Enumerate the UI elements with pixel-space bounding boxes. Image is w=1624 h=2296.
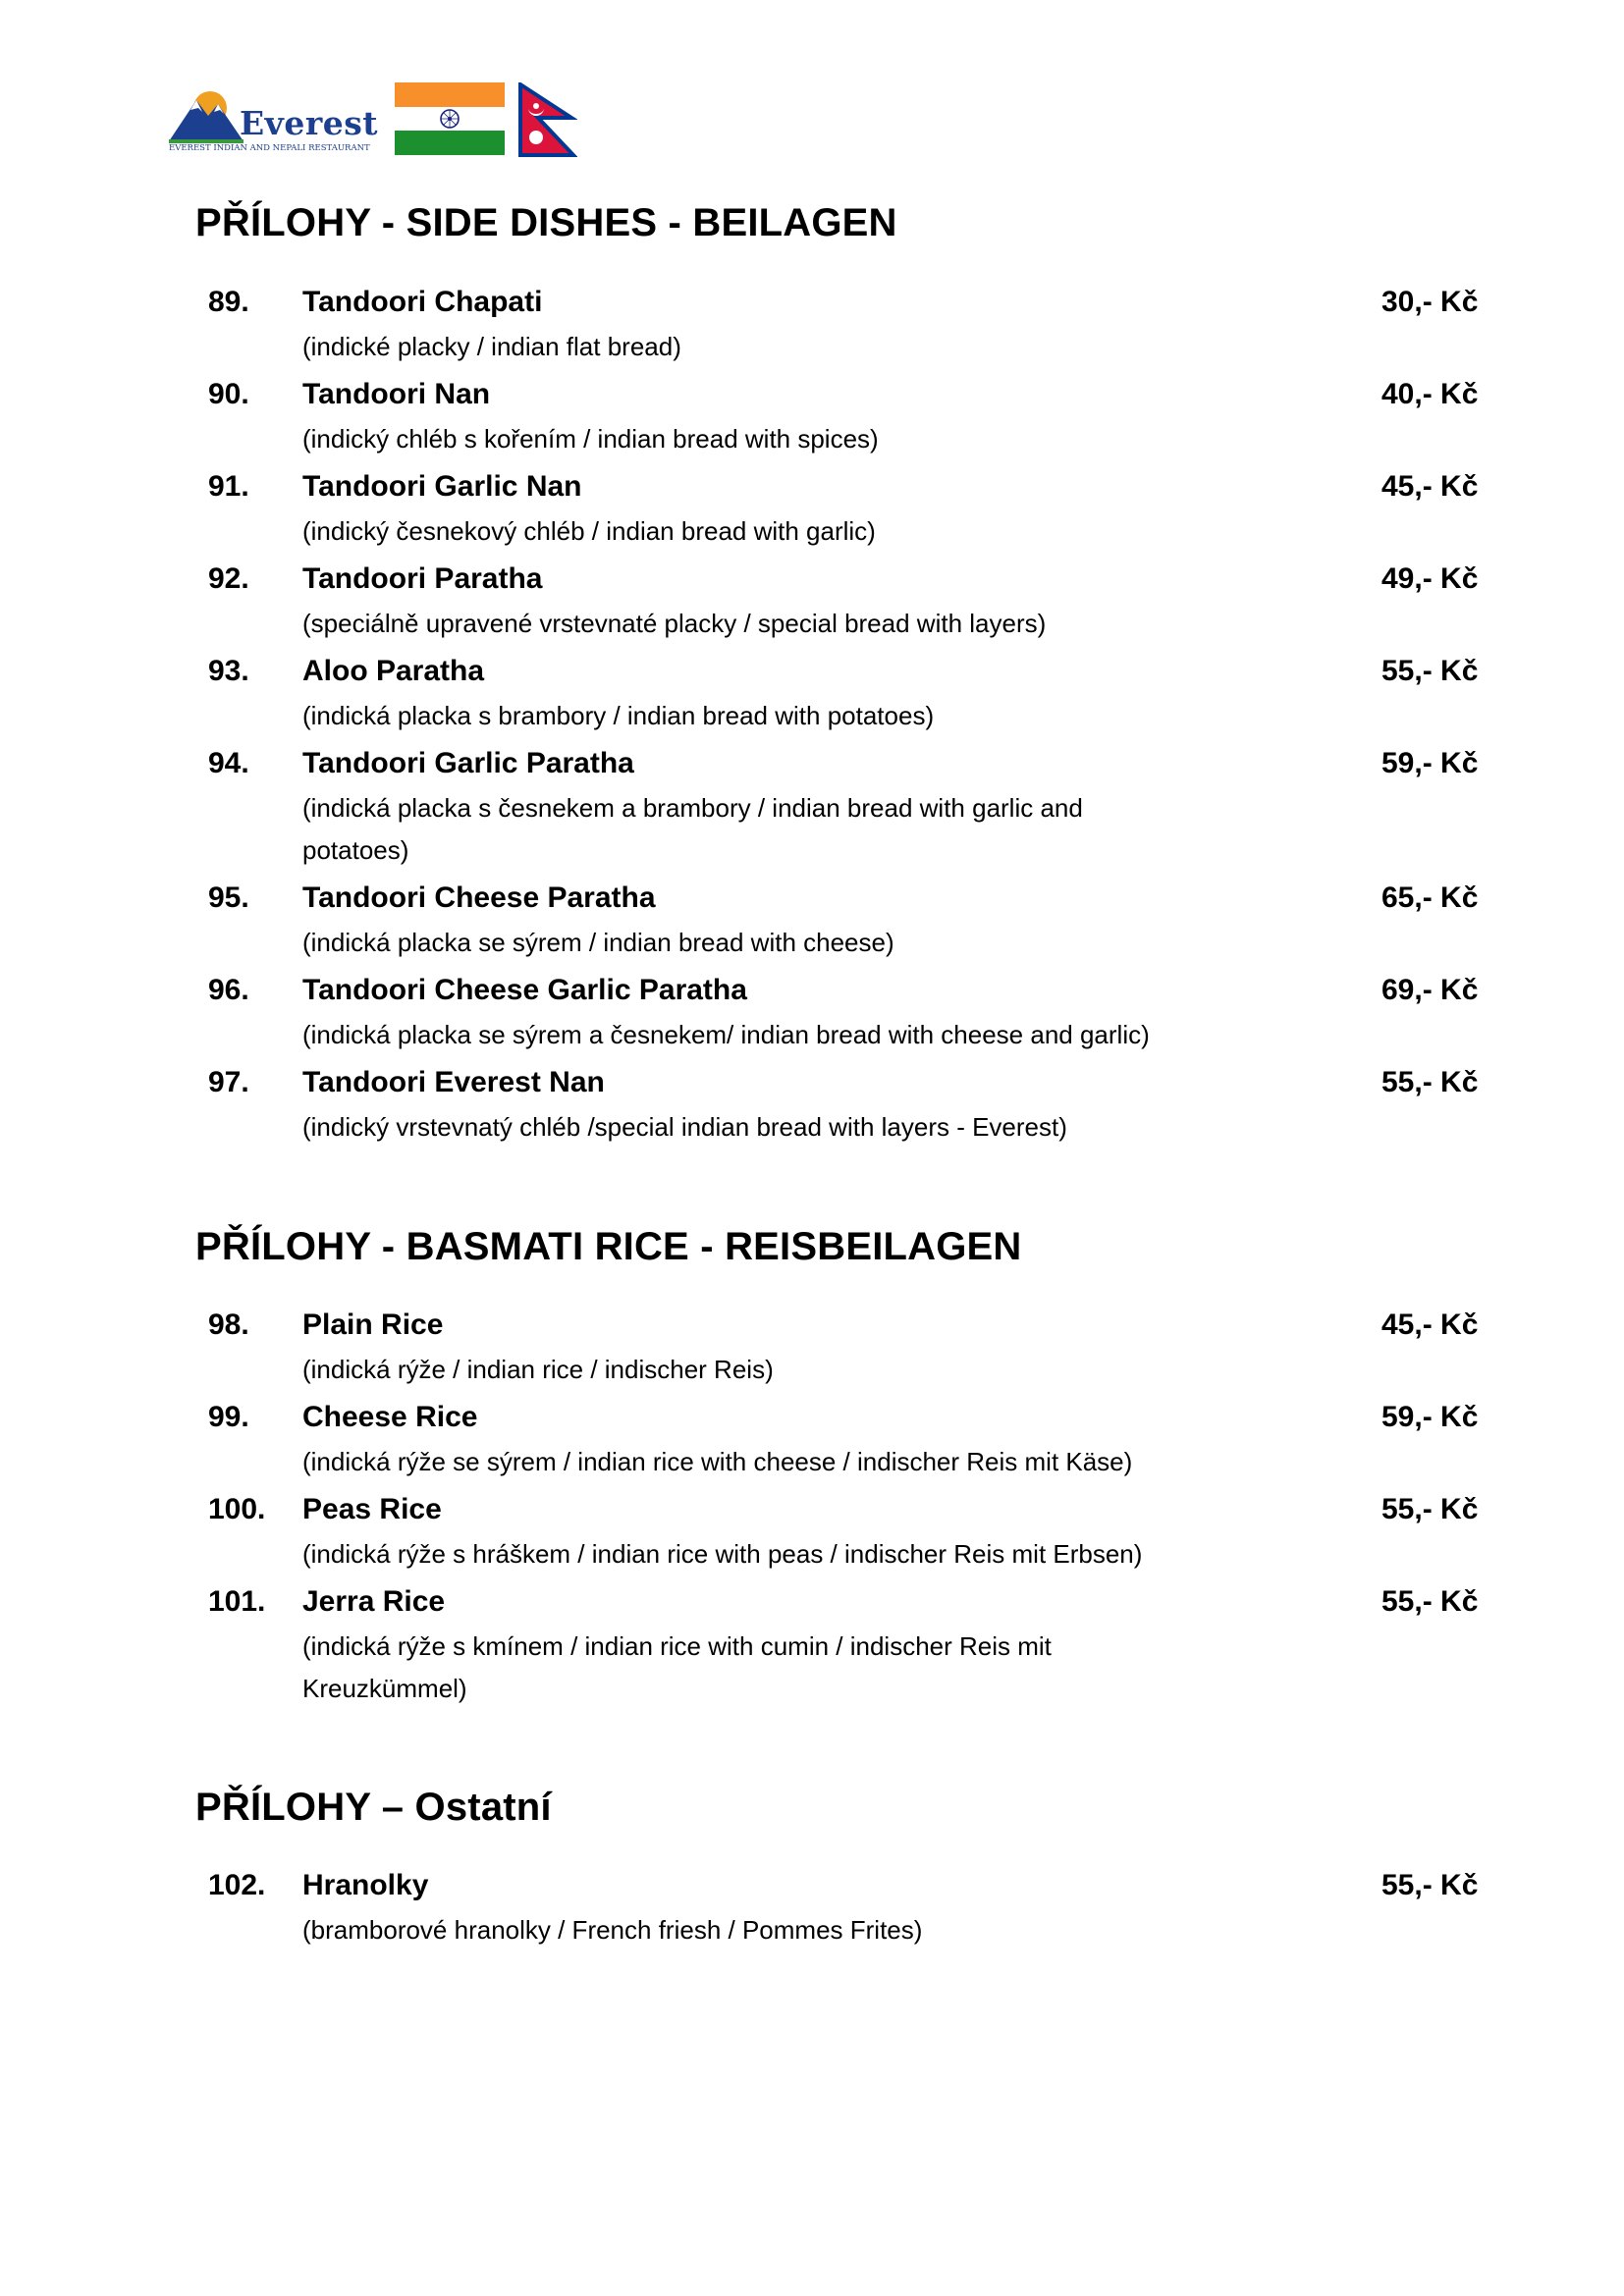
item-name: Tandoori Nan [302,378,491,410]
item-number: 90. [208,378,249,410]
item-name: Plain Rice [302,1308,444,1341]
item-number: 98. [208,1308,249,1341]
item-price: 69,- Kč [1381,974,1479,1006]
item-number: 95. [208,881,249,914]
item-price: 55,- Kč [1381,1066,1479,1098]
item-price: 55,- Kč [1381,1869,1479,1901]
section-basmati-rice [195,1222,1472,1271]
item-number: 99. [208,1401,249,1433]
item-description: (bramborové hranolky / French friesh / Pommes Frites) [302,1915,923,1945]
item-number: 100. [208,1493,266,1525]
item-description: (indický chléb s kořením / indian bread with spices) [302,424,879,454]
header [169,80,601,159]
item-description: (indický vrstevnatý chléb /special indian bread with layers - Everest) [302,1112,1067,1142]
section-title: PŘÍLOHY - SIDE DISHES - BEILAGEN [195,201,897,244]
item-price: 40,- Kč [1381,378,1479,410]
item-name: Tandoori Garlic Paratha [302,747,634,779]
item-name: Tandoori Everest Nan [302,1066,605,1098]
item-name: Tandoori Paratha [302,562,543,595]
item-number: 93. [208,655,249,687]
item-name: Cheese Rice [302,1401,478,1433]
item-price: 59,- Kč [1381,1401,1479,1433]
item-number: 97. [208,1066,249,1098]
item-description: (indická rýže se sýrem / indian rice with cheese / indischer Reis mit Käse) [302,1447,1133,1476]
india-flag-icon [395,82,505,155]
item-price: 55,- Kč [1381,1493,1479,1525]
item-price: 30,- Kč [1381,286,1479,318]
item-name: Tandoori Cheese Paratha [302,881,656,914]
item-price: 55,- Kč [1381,655,1479,687]
item-price: 59,- Kč [1381,747,1479,779]
item-price: 45,- Kč [1381,470,1479,503]
item-description: (indická rýže s kmínem / indian rice with cumin / indischer Reis mit Kreuzkümmel) [302,1631,1052,1703]
logo-subtitle: EVEREST INDIAN AND NEPALI RESTAURANT [169,143,370,153]
item-price: 45,- Kč [1381,1308,1479,1341]
item-number: 92. [208,562,249,595]
item-number: 94. [208,747,249,779]
item-description: (indická rýže s hráškem / indian rice with peas / indischer Reis mit Erbsen) [302,1539,1143,1569]
item-name: Tandoori Cheese Garlic Paratha [302,974,747,1006]
item-number: 96. [208,974,249,1006]
item-name: Aloo Paratha [302,655,485,687]
item-price: 55,- Kč [1381,1585,1479,1618]
restaurant-logo [169,80,377,159]
section-other [195,1783,1472,1832]
section-title: PŘÍLOHY – Ostatní [195,1786,552,1829]
section-side-dishes [195,198,1472,247]
item-name: Hranolky [302,1869,429,1901]
item-description: (indická placka se sýrem a česnekem/ indian bread with cheese and garlic) [302,1020,1150,1049]
section-title: PŘÍLOHY - BASMATI RICE - REISBEILAGEN [195,1225,1022,1268]
item-description: (speciálně upravené vrstevnaté placky / special bread with layers) [302,609,1047,638]
item-number: 102. [208,1869,266,1901]
item-name: Tandoori Garlic Nan [302,470,582,503]
item-description: (indická placka s česnekem a brambory / indian bread with garlic and potatoes) [302,793,1083,865]
mountain-sun-icon [169,84,244,145]
item-name: Tandoori Chapati [302,286,543,318]
item-name: Jerra Rice [302,1585,446,1618]
logo-wordmark: Everest [240,104,379,142]
item-description: (indický česnekový chléb / indian bread with garlic) [302,516,876,546]
item-number: 89. [208,286,249,318]
item-price: 49,- Kč [1381,562,1479,595]
nepal-flag-icon [518,82,577,157]
item-description: (indické placky / indian flat bread) [302,332,681,361]
item-description: (indická placka se sýrem / indian bread with cheese) [302,928,894,957]
item-price: 65,- Kč [1381,881,1479,914]
item-number: 101. [208,1585,266,1618]
item-name: Peas Rice [302,1493,442,1525]
item-number: 91. [208,470,249,503]
item-description: (indická rýže / indian rice / indischer Reis) [302,1355,774,1384]
item-description: (indická placka s brambory / indian bread with potatoes) [302,701,935,730]
